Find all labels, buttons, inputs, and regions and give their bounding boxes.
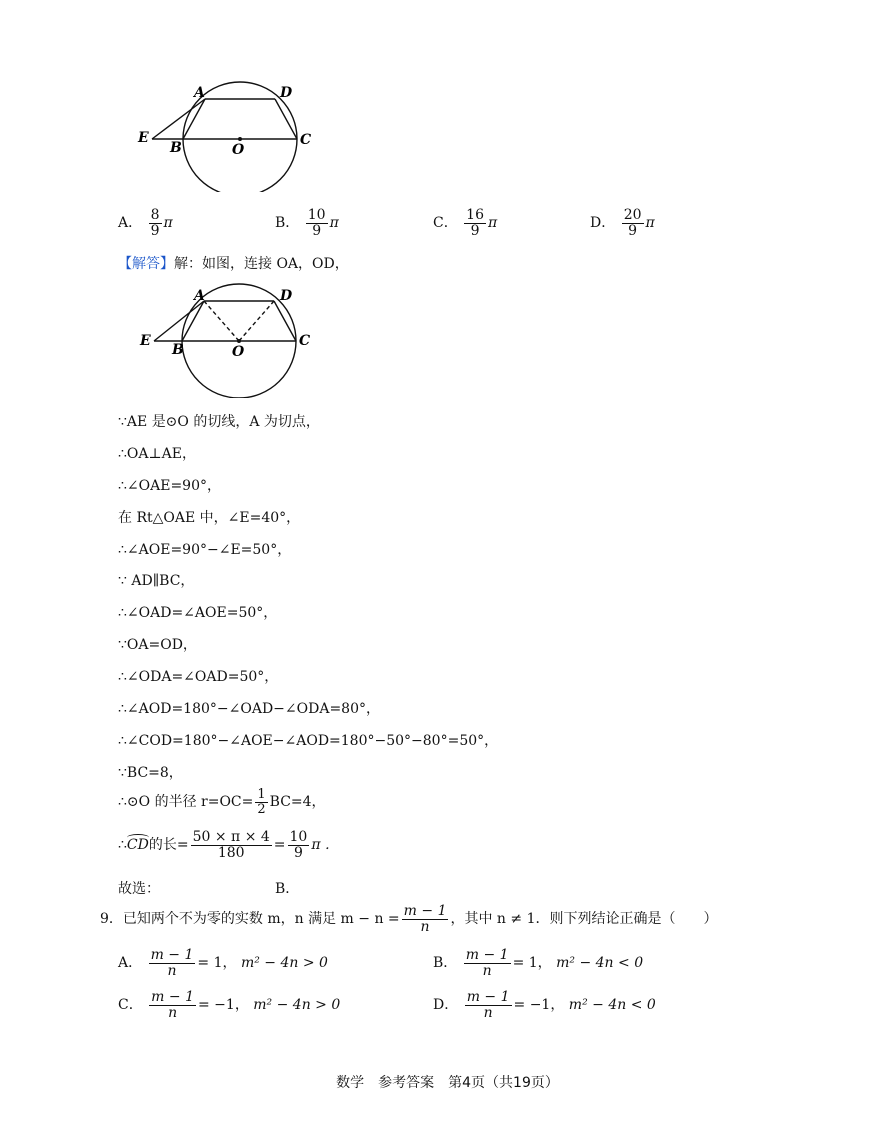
step-line: 在 Rt△OAE 中，∠E=40°， bbox=[118, 510, 301, 526]
q9-option-c[interactable] bbox=[118, 990, 340, 1020]
numerator: m − 1 bbox=[466, 989, 510, 1005]
label-d: D bbox=[280, 85, 293, 101]
label-a: A bbox=[194, 288, 205, 304]
q9-option-b[interactable] bbox=[433, 948, 643, 978]
numerator: m − 1 bbox=[403, 903, 447, 919]
numerator: 16 bbox=[466, 207, 484, 223]
numerator: m − 1 bbox=[465, 947, 509, 963]
denominator: 2 bbox=[257, 801, 266, 817]
arc-mid: 的长= bbox=[148, 837, 189, 854]
step-line: ∴OA⊥AE， bbox=[118, 446, 196, 462]
arc-length-line bbox=[118, 830, 339, 860]
q8-option-a[interactable] bbox=[118, 208, 173, 238]
step-line: ∴∠ODA=∠OAD=50°， bbox=[118, 669, 279, 685]
step-line: ∴∠OAE=90°， bbox=[118, 478, 221, 494]
tangent-ae bbox=[152, 99, 205, 139]
step-line: ∴∠COD=180°−∠AOE−∠AOD=180°−50°−80°=50°， bbox=[118, 733, 499, 749]
q9-pre: 9．已知两个不为零的实数 m，n 满足 m − n = bbox=[100, 911, 400, 928]
label-e: E bbox=[138, 130, 149, 146]
arc-post: π ． bbox=[311, 837, 339, 854]
option-tail: m² − 4n < 0 bbox=[568, 997, 656, 1014]
pi-symbol: π bbox=[645, 215, 655, 232]
q9-post: ，其中 n ≠ 1．则下列结论正确是（ ） bbox=[450, 911, 718, 928]
choose-answer: B． bbox=[275, 881, 300, 897]
numerator: m − 1 bbox=[150, 947, 194, 963]
page-footer: 数学 参考答案 第4页（共19页） bbox=[336, 1075, 559, 1091]
geometry-figure-2 bbox=[132, 283, 332, 398]
numerator: 10 bbox=[289, 829, 308, 845]
denominator: n bbox=[168, 1004, 178, 1021]
q8-option-b[interactable] bbox=[275, 208, 339, 238]
option-letter: D． bbox=[433, 997, 459, 1014]
numerator: 1 bbox=[257, 787, 266, 802]
step-line: ∵OA=OD， bbox=[118, 637, 197, 653]
tangent-ae bbox=[154, 301, 204, 341]
option-eq: = 1， bbox=[512, 955, 552, 972]
geometry-figure-1 bbox=[130, 80, 330, 192]
pi-symbol: π bbox=[329, 215, 339, 232]
option-eq: = 1， bbox=[197, 955, 237, 972]
denominator: n bbox=[420, 918, 430, 935]
label-a: A bbox=[194, 85, 205, 101]
radius-line bbox=[118, 788, 326, 816]
label-e: E bbox=[140, 333, 151, 349]
pi-symbol: π bbox=[163, 215, 173, 232]
label-o: O bbox=[232, 344, 245, 360]
denominator: 9 bbox=[312, 222, 322, 239]
pi-symbol: π bbox=[488, 215, 498, 232]
q8-option-c[interactable] bbox=[433, 208, 497, 238]
q9-option-d[interactable] bbox=[433, 990, 656, 1020]
option-tail: m² − 4n < 0 bbox=[556, 955, 644, 972]
denominator: n bbox=[482, 962, 492, 979]
numerator: 20 bbox=[623, 207, 642, 223]
numerator: 50 × π × 4 bbox=[192, 829, 270, 845]
denominator: 9 bbox=[470, 222, 480, 239]
question-9 bbox=[100, 904, 718, 934]
step-line: ∵BC=8， bbox=[118, 765, 183, 781]
option-letter: D． bbox=[590, 215, 616, 232]
label-c: C bbox=[300, 132, 312, 148]
option-tail: m² − 4n > 0 bbox=[240, 955, 328, 972]
numerator: 10 bbox=[307, 207, 326, 223]
q8-option-d[interactable] bbox=[590, 208, 655, 238]
equals: = bbox=[273, 837, 286, 854]
denominator: n bbox=[167, 962, 177, 979]
step-line: ∵ AD∥BC， bbox=[118, 573, 195, 589]
option-eq: = −1， bbox=[513, 997, 565, 1014]
label-c: C bbox=[299, 333, 311, 349]
option-eq: = −1， bbox=[198, 997, 249, 1014]
dashed-oa bbox=[204, 301, 239, 341]
option-letter: B． bbox=[275, 215, 300, 232]
denominator: 180 bbox=[217, 844, 245, 861]
denominator: 9 bbox=[628, 222, 638, 239]
step-line: ∴∠AOD=180°−∠OAD−∠ODA=80°， bbox=[118, 701, 380, 717]
center-point bbox=[237, 339, 241, 343]
dashed-od bbox=[239, 301, 274, 341]
label-b: B bbox=[172, 342, 184, 358]
therefore-symbol: ∴ bbox=[118, 837, 127, 854]
arc-label: CD bbox=[126, 837, 149, 854]
answer-intro: 解：如图，连接 OA，OD， bbox=[174, 256, 349, 272]
option-tail: m² − 4n > 0 bbox=[253, 997, 341, 1014]
q9-option-a[interactable] bbox=[118, 948, 328, 978]
option-letter: B． bbox=[433, 955, 458, 972]
denominator: n bbox=[483, 1004, 493, 1021]
radius-pre: ∴⊙O 的半径 r=OC= bbox=[118, 794, 254, 811]
label-b: B bbox=[170, 140, 182, 156]
step-line: ∴∠OAD=∠AOE=50°， bbox=[118, 605, 278, 621]
center-point bbox=[238, 137, 242, 141]
numerator: 8 bbox=[150, 207, 160, 223]
option-letter: C． bbox=[118, 997, 143, 1014]
option-letter: C． bbox=[433, 215, 458, 232]
label-o: O bbox=[232, 142, 245, 158]
choose-label: 故选： bbox=[118, 881, 160, 897]
arc-cd bbox=[127, 837, 149, 853]
answer-tag: 【解答】 bbox=[118, 256, 174, 272]
label-d: D bbox=[280, 288, 293, 304]
option-letter: A． bbox=[118, 955, 143, 972]
radius-post: BC=4， bbox=[269, 794, 326, 811]
option-letter: A． bbox=[118, 215, 143, 232]
denominator: 9 bbox=[150, 222, 160, 239]
answer-header bbox=[118, 253, 349, 273]
denominator: 9 bbox=[293, 844, 303, 861]
numerator: m − 1 bbox=[151, 989, 194, 1005]
step-line: ∴∠AOE=90°−∠E=50°， bbox=[118, 542, 292, 558]
step-line: ∵AE 是⊙O 的切线，A 为切点， bbox=[118, 414, 320, 430]
